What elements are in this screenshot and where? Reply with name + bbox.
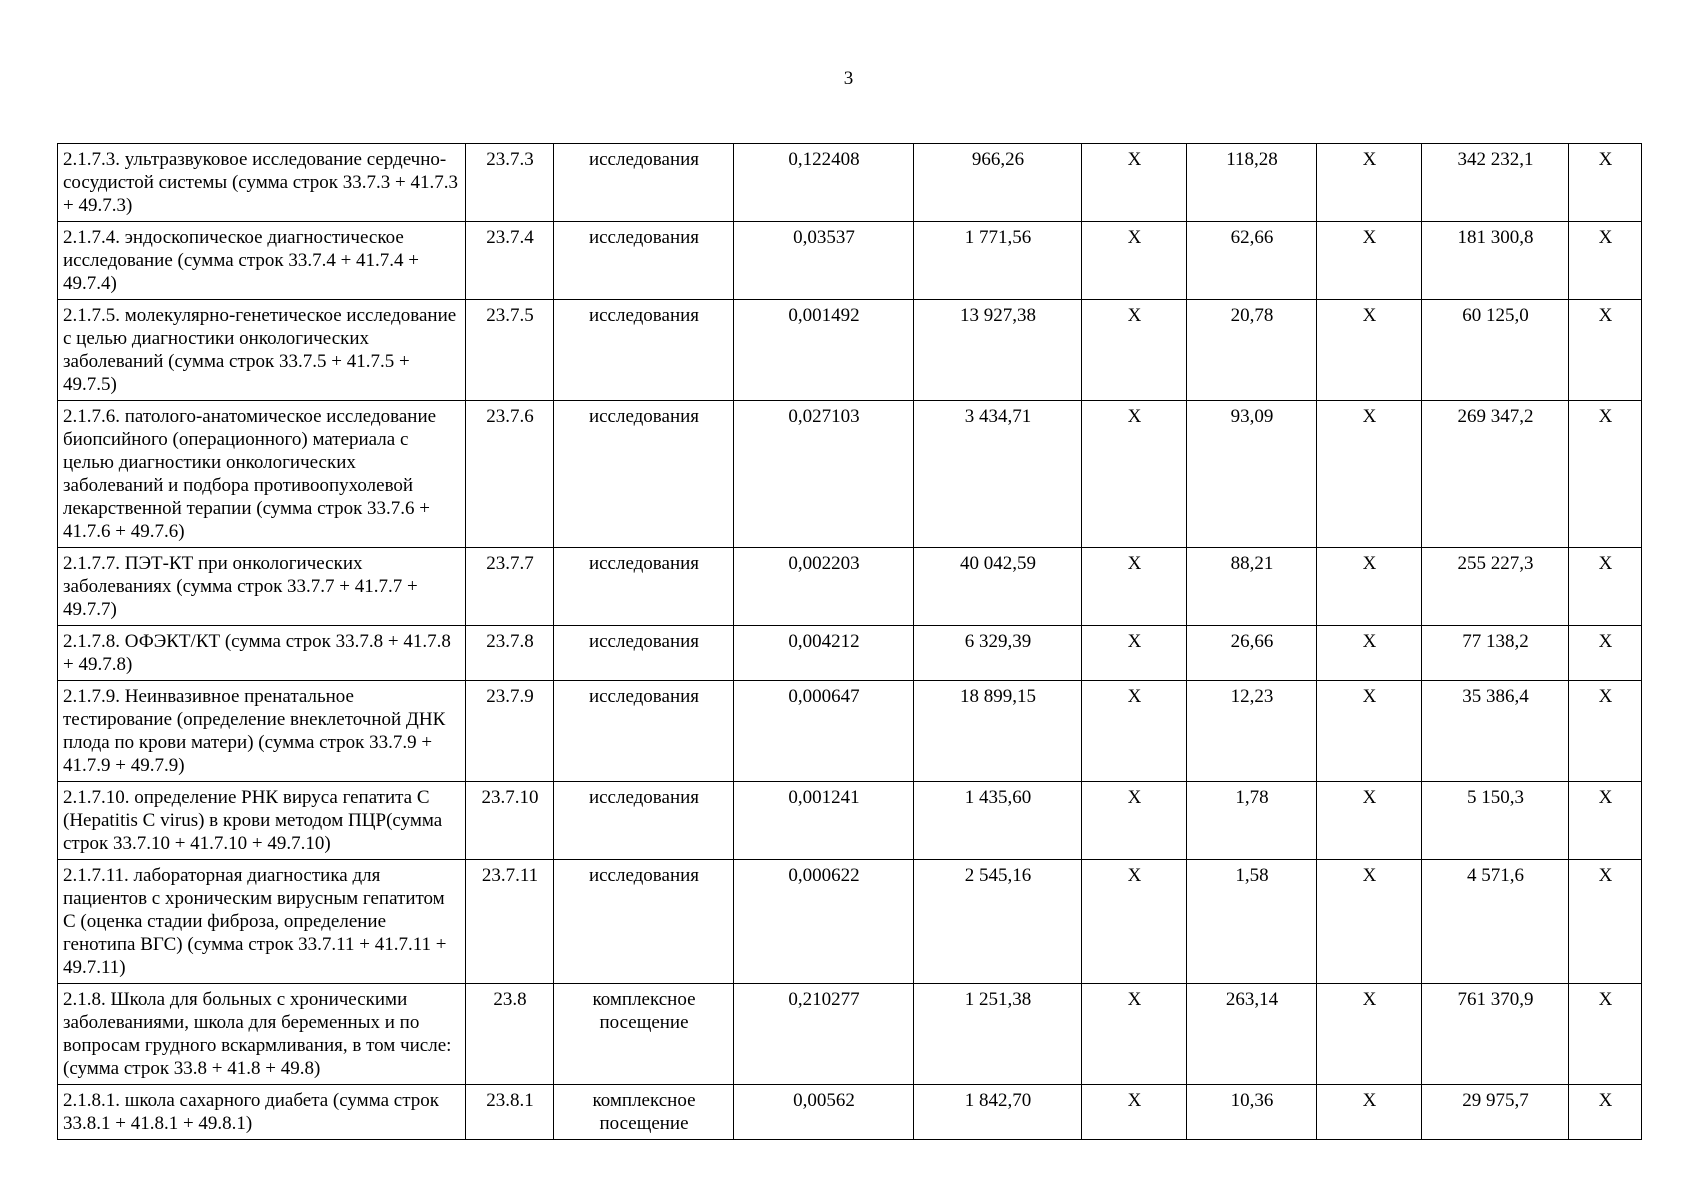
row-cost-cell: 1 435,60 xyxy=(914,782,1082,860)
row-cost-cell: 3 434,71 xyxy=(914,401,1082,548)
row-name-cell: 2.1.7.11. лабораторная диагностика для пациентов с хроническим вирусным гепатитом C (оценка стадии фиброза, определение генотипа ВГС) (сумма строк 33.7.11 + 41.7.11 + 49.7.11) xyxy=(58,860,466,984)
row-total-cell: 77 138,2 xyxy=(1422,626,1569,681)
row-code-cell: 23.8 xyxy=(466,984,554,1085)
row-norm-cell: 263,14 xyxy=(1187,984,1317,1085)
row-unit-cell: комплексное посещение xyxy=(554,984,734,1085)
row-norm-cell: 26,66 xyxy=(1187,626,1317,681)
row-x-cell: X xyxy=(1082,401,1187,548)
row-cost-cell: 6 329,39 xyxy=(914,626,1082,681)
row-volume-cell: 0,210277 xyxy=(734,984,914,1085)
row-code-cell: 23.7.8 xyxy=(466,626,554,681)
row-x-cell: X xyxy=(1082,626,1187,681)
table-body xyxy=(58,144,1642,1140)
row-total-cell: 761 370,9 xyxy=(1422,984,1569,1085)
row-code-cell: 23.7.11 xyxy=(466,860,554,984)
row-x-cell: X xyxy=(1569,782,1642,860)
row-name-cell: 2.1.8.1. школа сахарного диабета (сумма строк 33.8.1 + 41.8.1 + 49.8.1) xyxy=(58,1085,466,1140)
table-row xyxy=(58,1085,1642,1140)
row-x-cell: X xyxy=(1082,300,1187,401)
row-total-cell: 181 300,8 xyxy=(1422,222,1569,300)
row-code-cell: 23.7.6 xyxy=(466,401,554,548)
row-volume-cell: 0,000622 xyxy=(734,860,914,984)
row-unit-cell: исследования xyxy=(554,300,734,401)
row-cost-cell: 13 927,38 xyxy=(914,300,1082,401)
table-row xyxy=(58,222,1642,300)
row-x-cell: X xyxy=(1569,222,1642,300)
row-code-cell: 23.7.5 xyxy=(466,300,554,401)
row-norm-cell: 93,09 xyxy=(1187,401,1317,548)
row-x-cell: X xyxy=(1569,144,1642,222)
table-row xyxy=(58,144,1642,222)
row-x-cell: X xyxy=(1317,626,1422,681)
row-x-cell: X xyxy=(1082,681,1187,782)
table-row xyxy=(58,860,1642,984)
data-table xyxy=(57,143,1642,1140)
row-name-cell: 2.1.7.10. определение РНК вируса гепатита C (Hepatitis C virus) в крови методом ПЦР(сумма строк 33.7.10 + 41.7.10 + 49.7.10) xyxy=(58,782,466,860)
row-volume-cell: 0,001241 xyxy=(734,782,914,860)
row-total-cell: 29 975,7 xyxy=(1422,1085,1569,1140)
row-norm-cell: 88,21 xyxy=(1187,548,1317,626)
table-row xyxy=(58,626,1642,681)
row-x-cell: X xyxy=(1569,300,1642,401)
row-cost-cell: 1 251,38 xyxy=(914,984,1082,1085)
row-total-cell: 255 227,3 xyxy=(1422,548,1569,626)
row-cost-cell: 2 545,16 xyxy=(914,860,1082,984)
row-name-cell: 2.1.7.3. ультразвуковое исследование сердечно-сосудистой системы (сумма строк 33.7.3 + 41.7.3 + 49.7.3) xyxy=(58,144,466,222)
row-code-cell: 23.7.9 xyxy=(466,681,554,782)
table-row xyxy=(58,300,1642,401)
row-cost-cell: 966,26 xyxy=(914,144,1082,222)
row-unit-cell: комплексное посещение xyxy=(554,1085,734,1140)
row-unit-cell: исследования xyxy=(554,860,734,984)
row-x-cell: X xyxy=(1082,222,1187,300)
row-x-cell: X xyxy=(1082,548,1187,626)
row-cost-cell: 18 899,15 xyxy=(914,681,1082,782)
row-total-cell: 60 125,0 xyxy=(1422,300,1569,401)
row-code-cell: 23.7.3 xyxy=(466,144,554,222)
row-unit-cell: исследования xyxy=(554,222,734,300)
row-unit-cell: исследования xyxy=(554,681,734,782)
row-x-cell: X xyxy=(1317,984,1422,1085)
row-total-cell: 4 571,6 xyxy=(1422,860,1569,984)
row-unit-cell: исследования xyxy=(554,144,734,222)
row-x-cell: X xyxy=(1317,548,1422,626)
row-name-cell: 2.1.7.7. ПЭТ-КТ при онкологических заболеваниях (сумма строк 33.7.7 + 41.7.7 + 49.7.7) xyxy=(58,548,466,626)
row-total-cell: 269 347,2 xyxy=(1422,401,1569,548)
row-total-cell: 342 232,1 xyxy=(1422,144,1569,222)
row-cost-cell: 1 771,56 xyxy=(914,222,1082,300)
row-cost-cell: 40 042,59 xyxy=(914,548,1082,626)
row-name-cell: 2.1.7.8. ОФЭКТ/КТ (сумма строк 33.7.8 + 41.7.8 + 49.7.8) xyxy=(58,626,466,681)
row-unit-cell: исследования xyxy=(554,626,734,681)
row-unit-cell: исследования xyxy=(554,401,734,548)
row-x-cell: X xyxy=(1082,1085,1187,1140)
row-name-cell: 2.1.8. Школа для больных с хроническими заболеваниями, школа для беременных и по вопросам грудного вскармливания, в том числе: (сумма строк 33.8 + 41.8 + 49.8) xyxy=(58,984,466,1085)
row-name-cell: 2.1.7.9. Неинвазивное пренатальное тестирование (определение внеклеточной ДНК плода по крови матери) (сумма строк 33.7.9 + 41.7.9 + 49.7.9) xyxy=(58,681,466,782)
row-norm-cell: 118,28 xyxy=(1187,144,1317,222)
row-volume-cell: 0,00562 xyxy=(734,1085,914,1140)
row-x-cell: X xyxy=(1317,782,1422,860)
row-x-cell: X xyxy=(1082,984,1187,1085)
row-norm-cell: 1,78 xyxy=(1187,782,1317,860)
row-x-cell: X xyxy=(1569,860,1642,984)
row-x-cell: X xyxy=(1569,626,1642,681)
row-x-cell: X xyxy=(1569,1085,1642,1140)
table-row xyxy=(58,548,1642,626)
row-norm-cell: 1,58 xyxy=(1187,860,1317,984)
row-total-cell: 5 150,3 xyxy=(1422,782,1569,860)
row-x-cell: X xyxy=(1082,144,1187,222)
row-name-cell: 2.1.7.5. молекулярно-генетическое исследование с целью диагностики онкологических заболеваний (сумма строк 33.7.5 + 41.7.5 + 49.7.5) xyxy=(58,300,466,401)
row-x-cell: X xyxy=(1317,1085,1422,1140)
row-x-cell: X xyxy=(1317,144,1422,222)
row-cost-cell: 1 842,70 xyxy=(914,1085,1082,1140)
row-x-cell: X xyxy=(1317,222,1422,300)
table-row xyxy=(58,984,1642,1085)
table-row xyxy=(58,401,1642,548)
row-unit-cell: исследования xyxy=(554,548,734,626)
table-row xyxy=(58,681,1642,782)
row-unit-cell: исследования xyxy=(554,782,734,860)
row-x-cell: X xyxy=(1317,300,1422,401)
table-row xyxy=(58,782,1642,860)
row-volume-cell: 0,002203 xyxy=(734,548,914,626)
row-x-cell: X xyxy=(1317,401,1422,548)
row-volume-cell: 0,03537 xyxy=(734,222,914,300)
row-norm-cell: 62,66 xyxy=(1187,222,1317,300)
page-number: 3 xyxy=(843,68,854,89)
row-code-cell: 23.7.10 xyxy=(466,782,554,860)
row-code-cell: 23.7.4 xyxy=(466,222,554,300)
row-name-cell: 2.1.7.4. эндоскопическое диагностическое исследование (сумма строк 33.7.4 + 41.7.4 + 49.7.4) xyxy=(58,222,466,300)
row-volume-cell: 0,001492 xyxy=(734,300,914,401)
row-x-cell: X xyxy=(1569,548,1642,626)
row-norm-cell: 10,36 xyxy=(1187,1085,1317,1140)
row-volume-cell: 0,000647 xyxy=(734,681,914,782)
row-x-cell: X xyxy=(1569,401,1642,548)
row-norm-cell: 20,78 xyxy=(1187,300,1317,401)
row-volume-cell: 0,027103 xyxy=(734,401,914,548)
row-total-cell: 35 386,4 xyxy=(1422,681,1569,782)
row-x-cell: X xyxy=(1569,681,1642,782)
row-x-cell: X xyxy=(1569,984,1642,1085)
row-code-cell: 23.8.1 xyxy=(466,1085,554,1140)
row-name-cell: 2.1.7.6. патолого-анатомическое исследование биопсийного (операционного) материала с целью диагностики онкологических заболеваний и подбора противоопухолевой лекарственной терапии (сумма строк 33.7.6 + 41.7.6 + 49.7.6) xyxy=(58,401,466,548)
row-x-cell: X xyxy=(1082,860,1187,984)
row-code-cell: 23.7.7 xyxy=(466,548,554,626)
row-x-cell: X xyxy=(1317,681,1422,782)
row-volume-cell: 0,004212 xyxy=(734,626,914,681)
row-volume-cell: 0,122408 xyxy=(734,144,914,222)
row-x-cell: X xyxy=(1317,860,1422,984)
row-x-cell: X xyxy=(1082,782,1187,860)
row-norm-cell: 12,23 xyxy=(1187,681,1317,782)
